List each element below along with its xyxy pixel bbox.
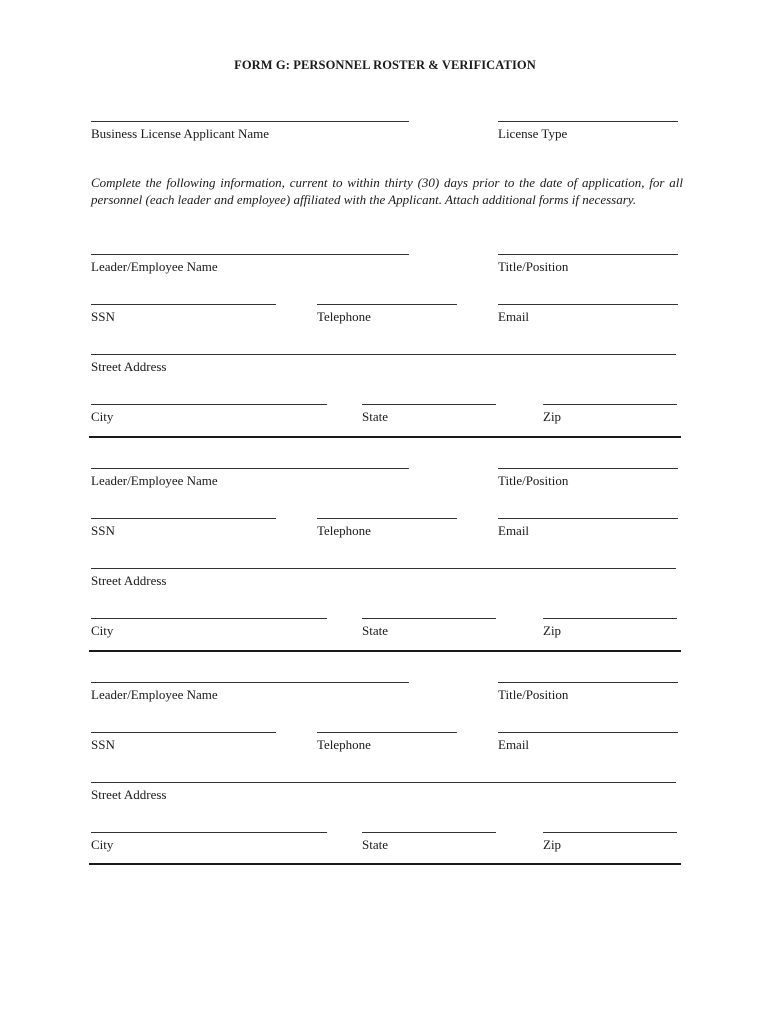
section-divider	[89, 650, 681, 652]
ssn-field[interactable]	[91, 518, 276, 519]
title-field[interactable]	[498, 682, 678, 683]
street-address-label: Street Address	[91, 787, 167, 802]
zip-label: Zip	[543, 623, 562, 638]
street-address-field[interactable]	[91, 354, 676, 355]
city-field[interactable]	[91, 404, 327, 405]
name-label: Leader/Employee Name	[91, 473, 218, 488]
city-field[interactable]	[91, 618, 327, 619]
name-field[interactable]	[91, 468, 409, 469]
email-field[interactable]	[498, 518, 678, 519]
telephone-label: Telephone	[317, 737, 371, 752]
street-address-label: Street Address	[91, 359, 167, 374]
zip-field[interactable]	[543, 832, 677, 833]
ssn-label: SSN	[91, 309, 115, 324]
street-address-field[interactable]	[91, 782, 676, 783]
ssn-field[interactable]	[91, 732, 276, 733]
email-label: Email	[498, 737, 530, 752]
email-field[interactable]	[498, 732, 678, 733]
state-field[interactable]	[362, 618, 496, 619]
telephone-label: Telephone	[317, 309, 371, 324]
email-field[interactable]	[498, 304, 678, 305]
title-label: Title/Position	[498, 259, 569, 274]
name-label: Leader/Employee Name	[91, 687, 218, 702]
title-label: Title/Position	[498, 473, 569, 488]
state-field[interactable]	[362, 832, 496, 833]
form-title: FORM G: PERSONNEL ROSTER & VERIFICATION	[234, 58, 536, 72]
telephone-field[interactable]	[317, 304, 457, 305]
ssn-label: SSN	[91, 523, 115, 538]
zip-field[interactable]	[543, 618, 677, 619]
applicant-name-label: Business License Applicant Name	[91, 126, 269, 141]
state-field[interactable]	[362, 404, 496, 405]
title-field[interactable]	[498, 254, 678, 255]
state-label: State	[362, 837, 388, 852]
street-address-label: Street Address	[91, 573, 167, 588]
instructions-text: Complete the following information, current to within thirty (30) days prior to the date of application, for all personnel (each leader and employee) affiliated with the Applicant. Attach additional forms if necessary.	[91, 175, 683, 207]
name-field[interactable]	[91, 682, 409, 683]
telephone-label: Telephone	[317, 523, 371, 538]
title-field[interactable]	[498, 468, 678, 469]
telephone-field[interactable]	[317, 518, 457, 519]
state-label: State	[362, 623, 388, 638]
zip-label: Zip	[543, 837, 562, 852]
ssn-label: SSN	[91, 737, 115, 752]
title-label: Title/Position	[498, 687, 569, 702]
name-field[interactable]	[91, 254, 409, 255]
name-label: Leader/Employee Name	[91, 259, 218, 274]
ssn-field[interactable]	[91, 304, 276, 305]
license-type-field[interactable]	[498, 121, 678, 122]
city-label: City	[91, 837, 114, 852]
section-divider	[89, 436, 681, 438]
zip-label: Zip	[543, 409, 562, 424]
section-divider	[89, 863, 681, 865]
email-label: Email	[498, 309, 530, 324]
zip-field[interactable]	[543, 404, 677, 405]
applicant-name-field[interactable]	[91, 121, 409, 122]
city-label: City	[91, 409, 114, 424]
city-label: City	[91, 623, 114, 638]
state-label: State	[362, 409, 388, 424]
telephone-field[interactable]	[317, 732, 457, 733]
city-field[interactable]	[91, 832, 327, 833]
street-address-field[interactable]	[91, 568, 676, 569]
email-label: Email	[498, 523, 530, 538]
license-type-label: License Type	[498, 126, 568, 141]
